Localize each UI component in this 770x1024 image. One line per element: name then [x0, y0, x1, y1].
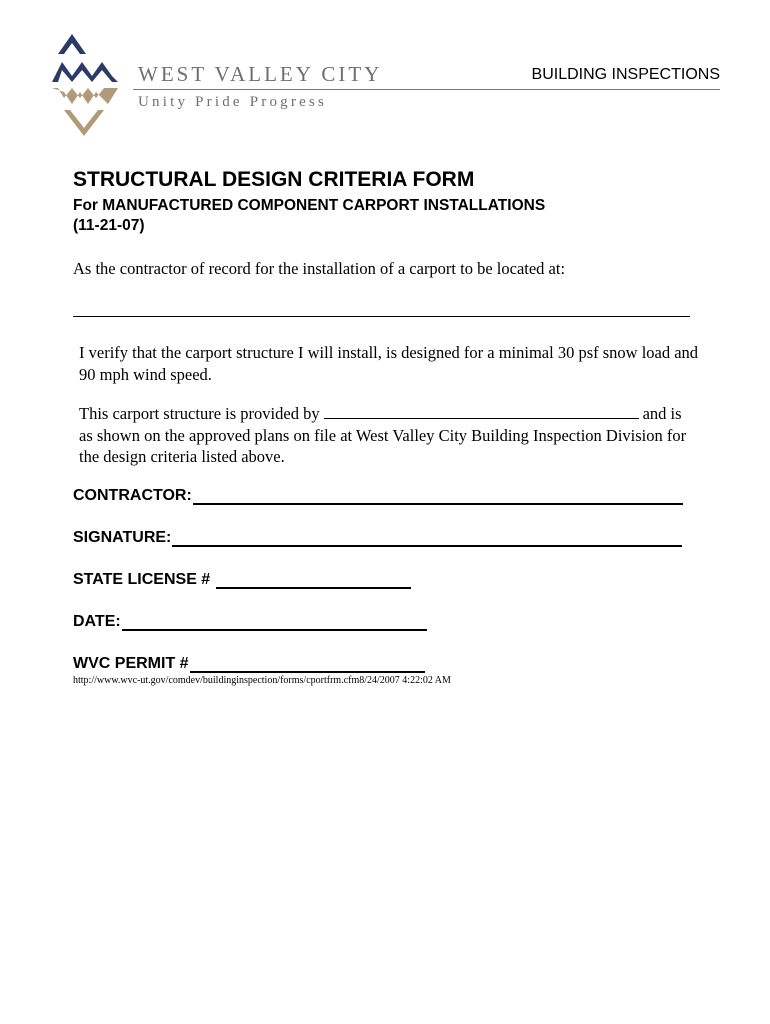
state-license-field[interactable]	[216, 571, 411, 589]
intro-text: As the contractor of record for the installation of a carport to be located at:	[73, 259, 566, 278]
subtitle-date: (11-21-07)	[73, 217, 145, 234]
logo-tan-wave-1	[52, 88, 118, 104]
logo-blue-peak	[58, 34, 86, 54]
date-field[interactable]	[122, 613, 427, 631]
provider-statement	[79, 403, 699, 468]
provider-suffix: and is as shown on the approved plans on file at West Valley City Building Inspection Division for the design criteria listed above.	[79, 404, 687, 466]
date-label: DATE:	[73, 613, 121, 630]
verify-statement: I verify that the carport structure I will install, is designed for a minimal 30 psf snow load and 90 mph wind speed.	[79, 343, 699, 384]
state-license-row	[73, 571, 411, 589]
provider-field[interactable]	[324, 405, 639, 419]
city-motto: Unity Pride Progress	[138, 94, 327, 110]
department-name: BUILDING INSPECTIONS	[531, 66, 720, 83]
permit-field[interactable]	[190, 655, 425, 673]
date-row	[73, 613, 427, 631]
contractor-field[interactable]	[193, 487, 683, 505]
provider-prefix: This carport structure is provided by	[79, 404, 320, 423]
state-license-label: STATE LICENSE #	[73, 571, 211, 588]
address-field[interactable]	[73, 316, 690, 317]
header-divider	[133, 89, 720, 90]
signature-row	[73, 529, 682, 547]
form-subtitle	[73, 196, 545, 236]
permit-row	[73, 655, 425, 673]
logo-tan-wave-2	[64, 110, 104, 136]
west-valley-city-logo	[50, 30, 120, 138]
logo-blue-wave-1	[52, 62, 118, 82]
subtitle-line-1: For MANUFACTURED COMPONENT CARPORT INSTALLATIONS	[73, 197, 546, 214]
source-url-footer: http://www.wvc-ut.gov/comdev/buildinginspection/forms/cportfrm.cfm8/24/2007 4:22:02 AM	[73, 675, 451, 686]
form-title: STRUCTURAL DESIGN CRITERIA FORM	[73, 168, 475, 191]
signature-label: SIGNATURE:	[73, 529, 172, 546]
signature-field[interactable]	[172, 529, 682, 547]
permit-label: WVC PERMIT #	[73, 655, 189, 672]
contractor-row	[73, 487, 683, 505]
contractor-label: CONTRACTOR:	[73, 487, 192, 504]
city-name: WEST VALLEY CITY	[138, 62, 383, 86]
